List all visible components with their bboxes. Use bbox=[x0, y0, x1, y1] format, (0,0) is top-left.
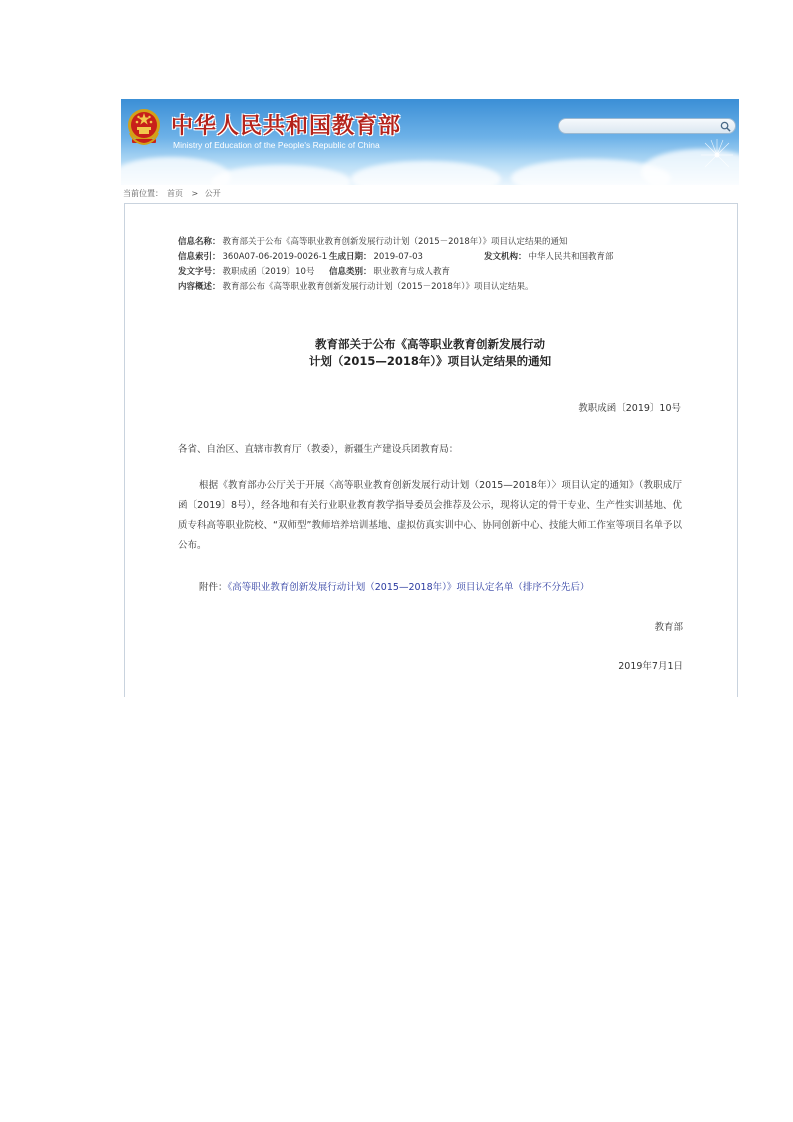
site-title: 中华人民共和国教育部 bbox=[171, 114, 402, 139]
attachment-label: 附件： bbox=[199, 582, 228, 593]
document-number: 教职成函〔2019〕10号 bbox=[578, 403, 681, 414]
document-signer: 教育部 bbox=[654, 622, 683, 633]
search-input[interactable] bbox=[565, 120, 715, 132]
document-date: 2019年7月1日 bbox=[618, 661, 683, 672]
cloud-decoration bbox=[351, 161, 501, 185]
meta-name-value: 教育部关于公布《高等职业教育创新发展行动计划（2015－2018年）》项目认定结果的通知 bbox=[222, 237, 568, 247]
document-salutation: 各省、自治区、直辖市教育厅（教委），新疆生产建设兵团教育局： bbox=[178, 444, 459, 455]
meta-row-name bbox=[178, 235, 568, 250]
meta-row-index bbox=[178, 250, 614, 265]
meta-row-summary bbox=[178, 280, 568, 295]
attachment bbox=[199, 579, 589, 593]
document-title bbox=[121, 336, 739, 370]
meta-issuer-value: 中华人民共和国教育部 bbox=[528, 252, 614, 262]
breadcrumb-home-link[interactable]: 首页 bbox=[167, 189, 183, 198]
meta-row-docno bbox=[178, 265, 568, 280]
meta-issuer-label: 发文机构： bbox=[484, 252, 527, 262]
breadcrumb-separator: > bbox=[191, 189, 199, 198]
meta-name-label: 信息名称： bbox=[178, 237, 221, 247]
document-title-line-1: 教育部关于公布《高等职业教育创新发展行动 bbox=[315, 337, 545, 351]
document-body: 根据《教育部办公厅关于开展〈高等职业教育创新发展行动计划（2015—2018年）〉项目认定的通知》（教职成厅函〔2019〕8号），经各地和有关行业职业教育教学指导委员会推荐及公示，现将认定的骨干专业、生产性实训基地、优质专科高等职业院校、“双师型”教师培养培训基地、虚拟仿真实训中心、协同创新中心、技能大师工作室等项目名单予以公布。 bbox=[178, 480, 682, 551]
page-frame bbox=[121, 99, 739, 697]
site-header bbox=[121, 99, 739, 185]
dandelion-decoration-icon bbox=[697, 135, 737, 181]
meta-date-value: 2019-07-03 bbox=[373, 252, 423, 262]
attachment-link[interactable]: 《高等职业教育创新发展行动计划（2015—2018年）》项目认定名单（排序不分先后） bbox=[227, 582, 590, 593]
breadcrumb-current-link[interactable]: 公开 bbox=[204, 189, 221, 198]
search-box bbox=[558, 118, 736, 134]
national-emblem-icon bbox=[126, 107, 162, 147]
document-title-line-2: 计划（2015—2018年）》项目认定结果的通知 bbox=[308, 354, 552, 368]
meta-category-label: 信息类别： bbox=[329, 267, 372, 277]
site-subtitle: Ministry of Education of the People's Republic of China bbox=[173, 140, 380, 150]
meta-summary-label: 内容概述： bbox=[178, 282, 221, 292]
meta-index-value: 360A07-06-2019-0026-1 bbox=[222, 252, 328, 262]
cloud-decoration bbox=[211, 165, 351, 185]
meta-index-label: 信息索引： bbox=[178, 252, 221, 262]
breadcrumb-prefix: 当前位置： bbox=[123, 189, 163, 198]
meta-docno-value: 教职成函〔2019〕10号 bbox=[222, 267, 315, 277]
breadcrumb bbox=[123, 188, 221, 199]
meta-category-value: 职业教育与成人教育 bbox=[373, 267, 451, 277]
meta-summary-value: 教育部公布《高等职业教育创新发展行动计划（2015－2018年）》项目认定结果。 bbox=[222, 282, 534, 292]
meta-date-label: 生成日期： bbox=[329, 252, 372, 262]
search-icon[interactable] bbox=[720, 121, 731, 132]
meta-docno-label: 发文字号： bbox=[178, 267, 221, 277]
info-meta-table bbox=[178, 235, 614, 295]
